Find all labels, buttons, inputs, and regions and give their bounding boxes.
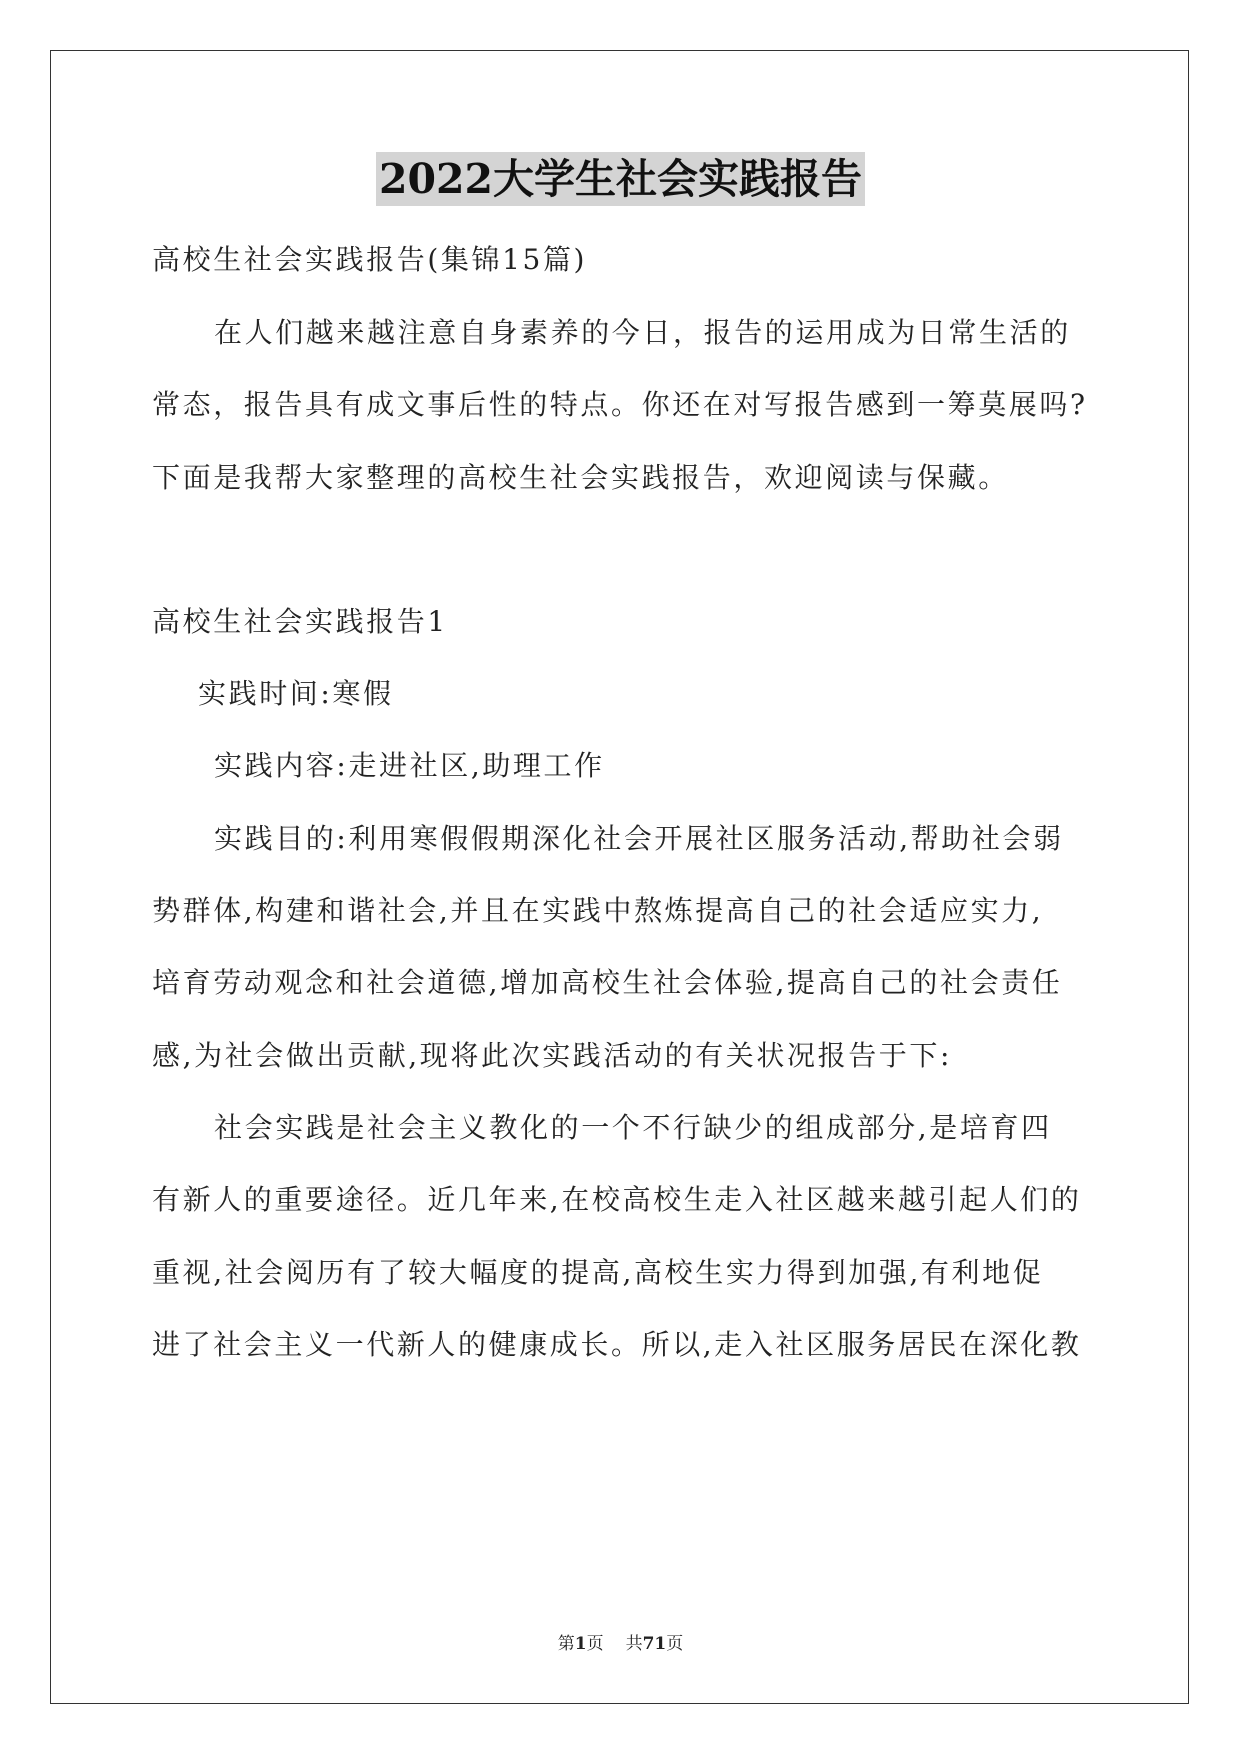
purpose-line-1: 实践目的:利用寒假假期深化社会开展社区服务活动,帮助社会弱 [214,822,1064,855]
intro-line-1: 在人们越来越注意自身素养的今日，报告的运用成为日常生活的 [214,316,1071,349]
purpose-line-3: 培育劳动观念和社会道德,增加高校生社会体验,提高自己的社会责任 [152,966,1063,999]
practice-content: 实践内容:走进社区,助理工作 [214,749,605,782]
document-subtitle: 高校生社会实践报告(集锦15篇) [152,243,588,276]
purpose-line-2: 势群体,构建和谐社会,并且在实践中熬炼提高自己的社会适应实力, [152,894,1044,927]
page-prefix: 第 [557,1634,575,1654]
page-suffix: 页 [586,1634,604,1654]
practice-time: 实践时间:寒假 [198,677,394,710]
total-pages: 71 [642,1634,667,1654]
intro-line-2: 常态，报告具有成文事后性的特点。你还在对写报告感到一筹莫展吗? [152,388,1088,421]
document-title: 2022大学生社会实践报告 [376,152,865,206]
body-line-1: 社会实践是社会主义教化的一个不行缺少的组成部分,是培育四 [214,1111,1052,1144]
body-line-2: 有新人的重要途径。近几年来,在校高校生走入社区越来越引起人们的 [152,1183,1082,1216]
page-number: 1 [574,1634,587,1654]
page-footer [0,1632,1241,1656]
total-suffix: 页 [666,1634,684,1654]
intro-line-3: 下面是我帮大家整理的高校生社会实践报告，欢迎阅读与保藏。 [152,461,1009,494]
title-container [0,152,1241,206]
total-prefix: 共 [625,1634,643,1654]
page-border [50,50,1189,1704]
body-line-3: 重视,社会阅历有了较大幅度的提高,高校生实力得到加强,有利地促 [152,1256,1044,1289]
purpose-line-4: 感,为社会做出贡献,现将此次实践活动的有关状况报告于下: [152,1039,953,1072]
body-line-4: 进了社会主义一代新人的健康成长。所以,走入社区服务居民在深化教 [152,1328,1082,1361]
section-heading: 高校生社会实践报告1 [152,605,448,638]
